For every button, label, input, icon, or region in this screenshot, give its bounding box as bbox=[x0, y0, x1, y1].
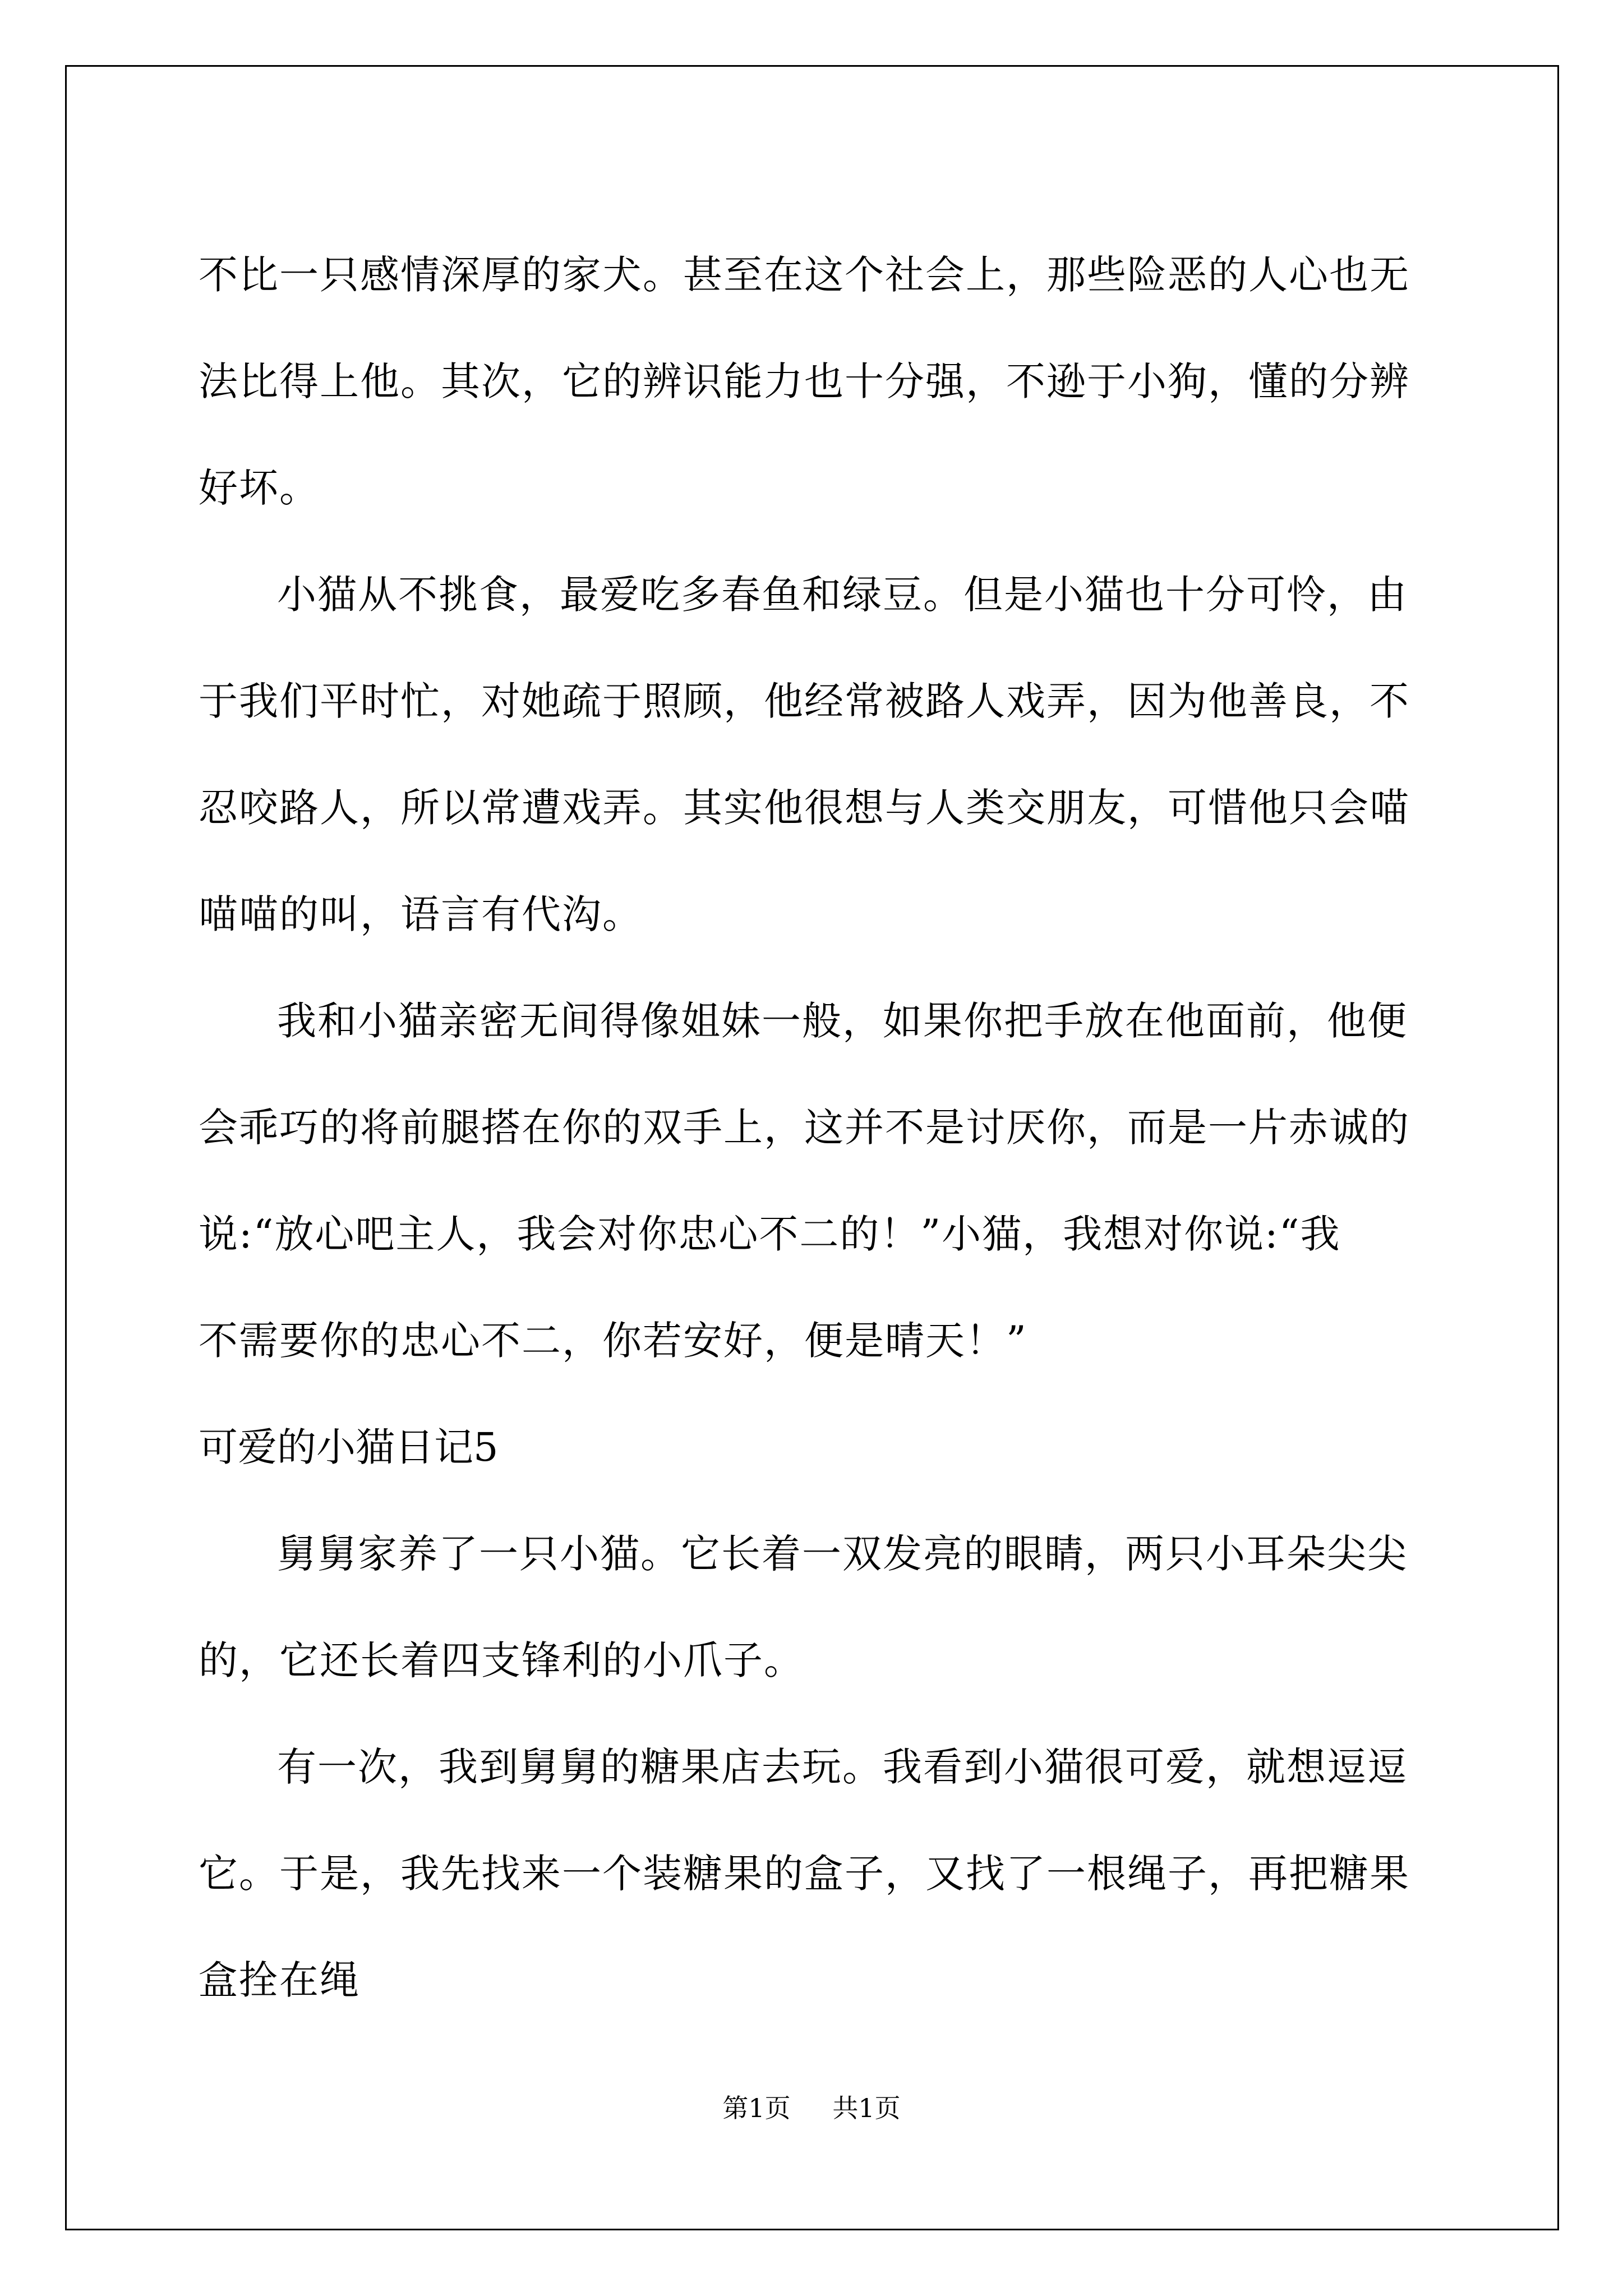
paragraph-line: 舅舅家养了一只小猫。它长着一双发亮的眼睛，两只小耳朵尖尖 bbox=[277, 1531, 1408, 1577]
paragraph-line: 好坏。 bbox=[199, 465, 320, 511]
paragraph-line: 不比一只感情深厚的家犬。甚至在这个社会上，那些险恶的人心也无 bbox=[199, 252, 1410, 298]
paragraph-line: 说:“放心吧主人，我会对你忠心不二的！”小猫，我想对你说:“我 bbox=[199, 1211, 1341, 1257]
page-total: 共1页 bbox=[832, 2093, 901, 2123]
document-body bbox=[199, 222, 1430, 2033]
paragraph-line: 我和小猫亲密无间得像姐妹一般，如果你把手放在他面前，他便 bbox=[277, 998, 1408, 1044]
paragraph-line: 法比得上他。其次，它的辨识能力也十分强，不逊于小狗，懂的分辨 bbox=[199, 358, 1410, 404]
paragraph-line: 不需要你的忠心不二，你若安好，便是晴天！” bbox=[199, 1318, 1027, 1364]
paragraph-line: 喵喵的叫，语言有代沟。 bbox=[199, 891, 643, 937]
paragraph-line: 忍咬路人，所以常遭戏弄。其实他很想与人类交朋友，可惜他只会喵 bbox=[199, 785, 1410, 831]
section-heading: 可爱的小猫日记5 bbox=[199, 1424, 499, 1470]
paragraph-line: 小猫从不挑食，最爱吃多春鱼和绿豆。但是小猫也十分可怜，由 bbox=[277, 572, 1408, 618]
page-footer bbox=[0, 2088, 1623, 2125]
paragraph-line: 会乖巧的将前腿搭在你的双手上，这并不是讨厌你，而是一片赤诚的 bbox=[199, 1105, 1410, 1151]
paragraph-line: 于我们平时忙，对她疏于照顾，他经常被路人戏弄，因为他善良，不 bbox=[199, 678, 1410, 724]
paragraph-line: 它。于是，我先找来一个装糖果的盒子，又找了一根绳子，再把糖果 bbox=[199, 1851, 1410, 1897]
paragraph-line: 的，它还长着四支锋利的小爪子。 bbox=[199, 1637, 804, 1683]
paragraph-line: 盒拴在绳 bbox=[199, 1957, 360, 2003]
paragraph-line: 有一次，我到舅舅的糖果店去玩。我看到小猫很可爱，就想逗逗 bbox=[277, 1744, 1408, 1790]
page-number: 第1页 bbox=[722, 2093, 791, 2123]
